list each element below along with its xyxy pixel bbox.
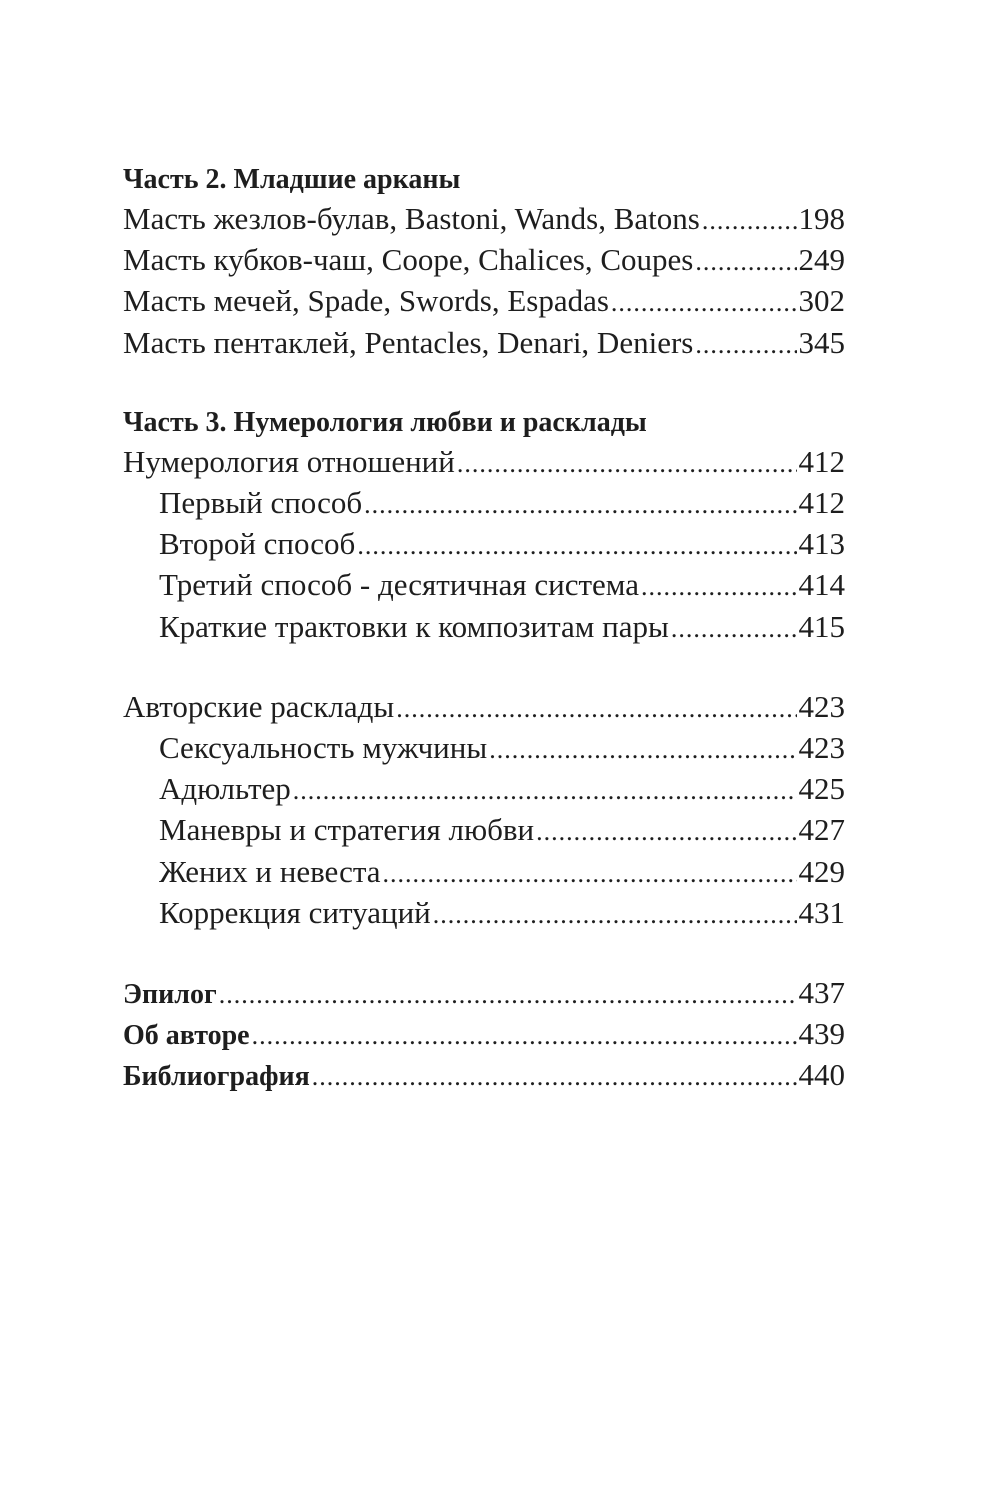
entry-page: 415: [798, 608, 845, 644]
toc-subentry: [123, 810, 845, 851]
toc-back-matter-entry: [123, 1014, 845, 1055]
entry-page: 345: [798, 324, 845, 360]
toc-back-matter-entry: [123, 973, 845, 1014]
leader-dots: [489, 730, 796, 769]
entry-page: 439: [798, 1016, 845, 1052]
toc-subentry: [123, 893, 845, 934]
leader-dots: [695, 242, 796, 281]
entry-label: Жених и невеста: [159, 853, 381, 889]
leader-dots: [641, 567, 797, 606]
entry-page: 423: [798, 688, 845, 724]
toc-entry: [123, 323, 845, 364]
section-gap: [123, 364, 845, 403]
leader-dots: [383, 854, 797, 893]
entry-label: Масть жезлов-булав, Bastoni, Wands, Batons: [123, 201, 700, 236]
part-2-heading: Часть 2. Младшие арканы: [123, 164, 461, 195]
leader-dots: [312, 1057, 797, 1096]
toc-entry: [123, 199, 845, 240]
toc-entry: [123, 687, 845, 728]
entry-label: Масть кубков-чаш, Coope, Chalices, Coupes: [123, 242, 694, 278]
entry-label: Краткие трактовки к композитам пары: [159, 608, 669, 644]
entry-label: Масть пентаклей, Pentacles, Denari, Deniers: [123, 324, 694, 360]
leader-dots: [671, 609, 797, 648]
part-3-heading: Часть 3. Нумерология любви и расклады: [123, 406, 647, 438]
entry-page: 302: [798, 283, 845, 319]
leader-dots: [396, 689, 796, 728]
toc-subentry: [123, 852, 845, 893]
toc-subentry: [123, 565, 845, 606]
entry-page: 412: [798, 443, 845, 479]
entry-page: 431: [798, 894, 845, 930]
leader-dots: [219, 975, 797, 1014]
entry-page: 429: [798, 853, 845, 889]
entry-label: Библиография: [123, 1061, 310, 1093]
leader-dots: [536, 812, 796, 851]
section-gap: [123, 934, 845, 973]
entry-label: Авторские расклады: [123, 688, 395, 724]
entry-page: 440: [798, 1057, 845, 1093]
entry-page: 437: [798, 975, 845, 1011]
toc-subentry: [123, 769, 845, 810]
toc-subentry: [123, 728, 845, 769]
entry-label: Первый способ: [159, 485, 363, 521]
entry-page: 249: [798, 242, 845, 278]
toc-subentry: [123, 483, 845, 524]
entry-label: Коррекция ситуаций: [159, 894, 431, 930]
entry-page: 423: [798, 730, 845, 766]
entry-label: Адюльтер: [159, 771, 291, 807]
toc-entry: [123, 442, 845, 483]
leader-dots: [252, 1016, 797, 1055]
leader-dots: [457, 444, 797, 483]
entry-page: 412: [798, 485, 845, 521]
leader-dots: [364, 485, 796, 524]
toc-entry: [123, 281, 845, 322]
entry-label: Нумерология отношений: [123, 443, 455, 479]
leader-dots: [433, 895, 797, 934]
toc-entry: [123, 240, 845, 281]
entry-label: Эпилог: [123, 979, 217, 1011]
entry-page: 427: [798, 812, 845, 848]
toc-back-matter-entry: [123, 1055, 845, 1096]
entry-label: Масть мечей, Spade, Swords, Espadas: [123, 283, 609, 319]
toc-subentry: [123, 524, 845, 565]
entry-page: 425: [798, 771, 845, 807]
entry-page: 414: [798, 567, 845, 603]
section-gap: [123, 648, 845, 687]
entry-label: Об авторе: [123, 1020, 250, 1052]
leader-dots: [357, 526, 796, 565]
entry-label: Сексуальность мужчины: [159, 730, 488, 766]
leader-dots: [702, 201, 797, 240]
toc-subentry: [123, 607, 845, 648]
entry-label: Маневры и стратегия любви: [159, 812, 535, 848]
leader-dots: [611, 283, 797, 322]
entry-page: 413: [798, 526, 845, 562]
entry-label: Второй способ: [159, 526, 356, 562]
table-of-contents: [123, 160, 845, 1097]
leader-dots: [293, 771, 797, 810]
entry-page: 198: [798, 201, 845, 236]
entry-label: Третий способ - десятичная система: [159, 567, 639, 603]
leader-dots: [695, 325, 796, 364]
